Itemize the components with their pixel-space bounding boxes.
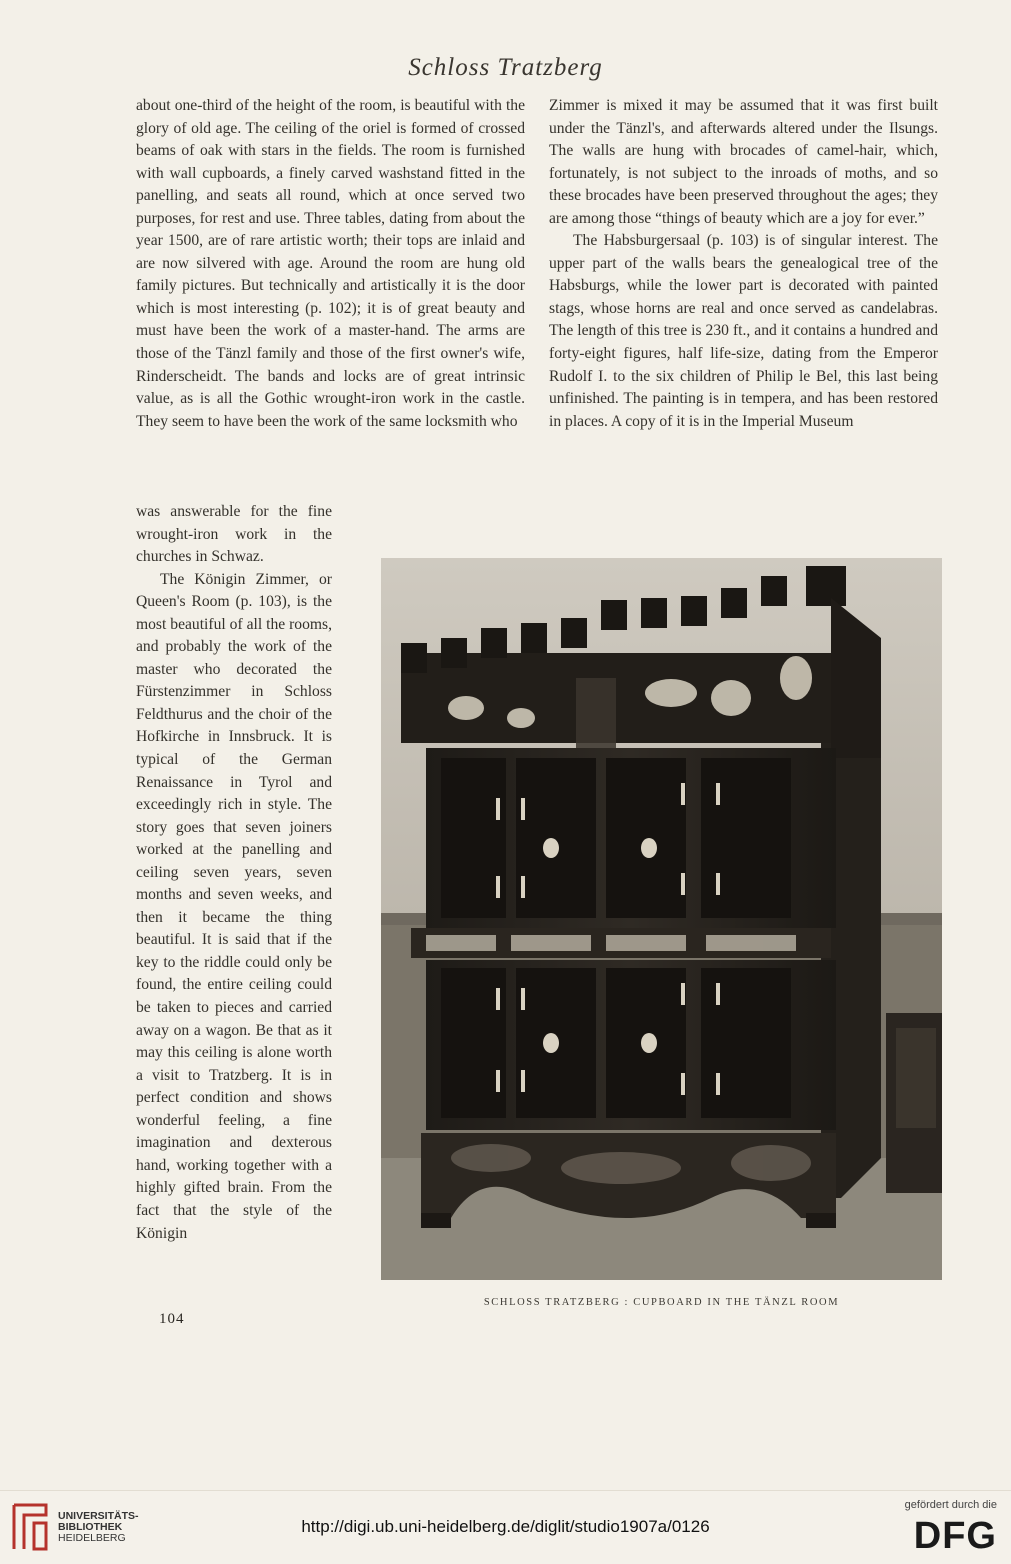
left-column-top <box>136 95 525 433</box>
library-line-1: UNIVERSITÄTS- <box>58 1510 139 1522</box>
left-narrow-paragraph-2: The Königin Zimmer, or Queen's Room (p. 103), is the most beautiful of all the rooms, and probably the work of the master who decorated the Fürstenzimmer in Schloss Feldthurus and the choir of the Hofkirche in Innsbruck. It is typical of the German Renaissance in Tyrol and exceedingly rich in style. The story goes that seven joiners worked at the panelling and ceiling seven years, seven months and seven weeks, and then it became the thing beautiful. It is said that if the key to the riddle could only be found, the entire ceiling could be taken to pieces and carried away on a wagon. Be that as it may this ceiling is alone worth a visit to Tratzberg. It is in perfect condition and shows wonderful feeling, a fine imagination and dexterous hand, working together with a highly gifted brain. From the fact that the style of the Königin <box>136 570 332 1242</box>
digitization-footer <box>0 1490 1011 1564</box>
cupboard-photograph <box>381 558 942 1280</box>
left-column-narrow <box>136 501 332 1245</box>
right-paragraph-2: The Habsburgersaal (p. 103) is of singular interest. The upper part of the walls bears the genealogical tree of the Habsburgs, while the lower part is decorated with painted stags, whose horns are real and once served as candelabras. The length of this tree is 230 ft., and it contains a hundred and forty-eight figures, half life-size, dating from the Emperor Rudolf I. to the six children of Philip le Bel, this last being unfinished. The painting is in tempera, and has been restored in places. A copy of it is in the Imperial Museum <box>549 232 938 430</box>
dfg-logo-icon: DFG <box>913 1515 997 1557</box>
right-paragraph-1: Zimmer is mixed it may be assumed that it was first built under the Tänzl's, and afterwards altered under the Ilsungs. The walls are hung with brocades of camel-hair, which, fortunately, is not subject to the inroads of moths, and so these brocades have been preserved throughout the ages; they are among those “things of beauty which are a joy for ever.” <box>549 97 938 227</box>
photo-caption: SCHLOSS TRATZBERG : CUPBOARD IN THE TÄNZL ROOM <box>483 1297 840 1308</box>
funding-note: gefördert durch die <box>904 1499 997 1511</box>
running-head: Schloss Tratzberg <box>408 54 603 81</box>
cupboard-illustration <box>381 558 942 1280</box>
page-number: 104 <box>159 1311 185 1327</box>
left-narrow-paragraph-1: was answerable for the fine wrought-iron work in the churches in Schwaz. <box>136 503 332 566</box>
library-line-2: BIBLIOTHEK <box>58 1521 123 1533</box>
permalink-url[interactable]: http://digi.ub.uni-heidelberg.de/diglit/studio1907a/0126 <box>301 1517 710 1536</box>
library-line-3: HEIDELBERG <box>58 1532 126 1544</box>
left-paragraph-1: about one-third of the height of the room, is beautiful with the glory of old age. The ceiling of the oriel is formed of crossed beams of oak with stars in the fields. The room is furnished with wall cupboards, a finely carved washstand fitted in the panelling, and seats all round, which at once served two purposes, for rest and use. Three tables, dating from about the year 1500, are of rare artistic worth; their tops are inlaid and are now silvered with age. Around the room are hung old family pictures. But technically and artistically it is the door which is most interesting (p. 102); it is of great beauty and must have been the work of a master-hand. The arms are those of the Tänzl family and those of the first owner's wife, Rinderscheidt. The bands and locks are of great intrinsic value, as is all the Gothic wrought-iron work in the castle. They seem to have been the work of the same locksmith who <box>136 97 525 430</box>
right-column <box>549 95 938 433</box>
